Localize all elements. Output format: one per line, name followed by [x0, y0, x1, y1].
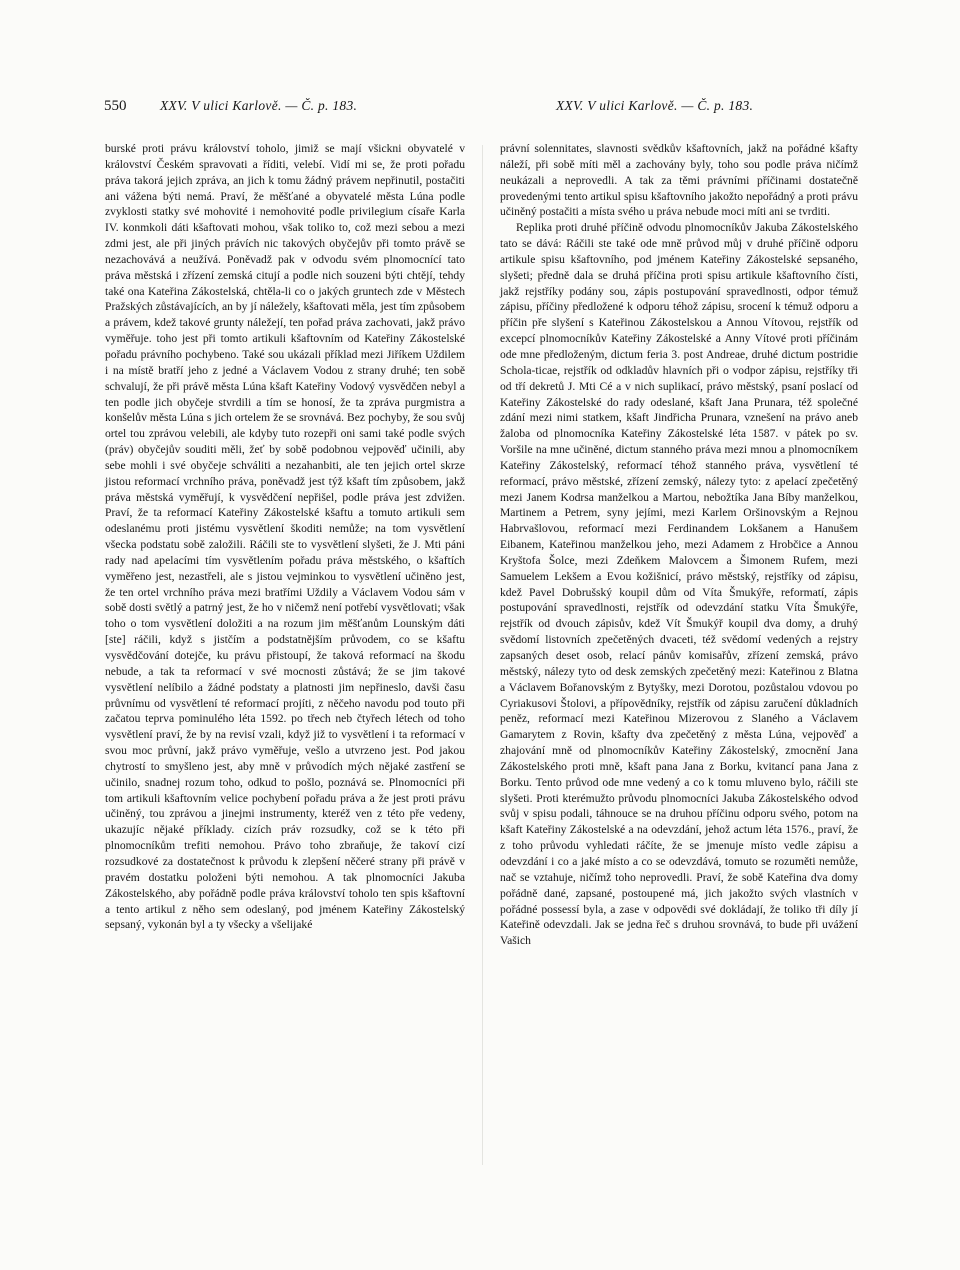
right-paragraph-1: právní solennitates, slavnosti svědkův kšaftovních, jakž na pořádné kšafty náleží, při sobě míti měl a zachovány byly, toho sou podle práva ničímž neukázali a neprovedli. A tak za těmi právními příčinami dostatečně provedenými tento artikul spisu kšaftovního jakožto nepořádný a proti právu učiněný postačiti a místa svého u práva nebude moci míti ani se tvrditi.: [500, 142, 858, 219]
column-divider: [482, 145, 483, 1165]
right-paragraph-2: Replika proti druhé příčině odvodu plnomocníkův Jakuba Zákostelského tato se dává: Ráčili ste také ode mně průvod můj v druhé příčině odporu artikule spisu kšaftovního, pod jménem Kateřiny Zákostelské sepsaného, slyšeti; předně dala se druhá příčina proti spisu artikule kšaftovního čísti, jakž rejstříky podány sou, zápis postupování spravedlnosti, odpor témuž zápisu, příčiny předložené k odporu téhož zápisu, srocení k témuž odporu a příčin pře slyšení s Kateřinou Zákostelskou a Annou Vítovou, rejstřík od excepcí plnomocníkův Kateřiny Zákostelské a Anny Vítové proti příčinám ode mne předloženým, dictum feria 3. post Andreae, druhé dictum postridie Schola-ticae, rejstřík od odkladův hlavních při o vodpor zápisu, rejstříky tři od tří dekretů J. Mti Cé a v nich suplikací, právo městský, psaní poslací od Kateřiny Zákostelské do rady odeslané, kšaft Jana Prunara, též společné zdání mezi nimi statkem, kšaft Jindřicha Prunara, vznešení na právo aneb žaloba od plnomocníka Kateřiny Zákostelské léta 1587. v pátek po sv. Voršile na mne učiněné, dictum stanného práva mezi mnou a plnomocníkem Kateřiny Zákostelský, reformací téhož stanného práva, vysvětlení té reformací, právo městské, zřízení zemský, nálezy tyto: z apelací zpečetěný mezi Janem Kodrsa manželkou a Martou, nebožtíka Jana Bíby manželkou, Martinem a Petrem, syny jejími, mezi Karlem Oršinovským a Rejnou Habrvašlovou, reformací mezi Ferdinandem Lokšanem a Hanušem Eibanem, Kateřinou manželkou jeho, mezi Adamem z Hrobčice a Annou Kryštofa Šolce, mezi Zdeňkem Malovcem a Šimonem Rufem, mezi Samuelem Lekšem a Evou kožišnicí, právo městský, rejstříky od zápisu, kdež Pavel Dobrušský koupil dům od Víta Šmukýře, reformatí, zápis postupování spravedlnosti, rejstřík od odevzdání statku Víta Šmukýře, rejstřík od dvouch zápisův, kdež Vít Šmukýř koupil dva domy, a druhý svědomí listovních zpečetěných dvaceti, též svědomí vedených a rejstry zapsaných deset osob, relací pánův komisařův, zřízení zemská, právo městský, nálezy tyto od desk zemských zpečetěný mezi: Kateřinou z Blatna a Václavem Bořanovským z Bytyšky, mezi Dorotou, pozůstalou vdovou po Cyriakusovi Štolovi, a přípovědníky, rejstřík od zápisu zaručení důkladních peněz, reformací mezi Kateřinou Mizerovou z Slaného a Václavem Gamarytem z Rovin, kšafty dva zpečetěný z města Lúna, vejpověď a zhajování mně od plnomocníkův Kateřiny Zákostelský, zmocnění Jana Zákostelského proti mně, kšaft pana Jana z Borku, kvitancí pana Jana z Borku. Tento průvod ode mne vedený a co k tomu mluveno bylo, ráčili ste slyšeti. Proti kterémužto průvodu plnomocníci Jakuba Zákostelského odvod svůj v spisu podali, táhnouce se na druhou příčinu odporu svého, potom na kšaft Kateřiny Zákostelské a na odevzdání, jehož actum léta 1576., praví, že z toho průvodu vyhledati ráčíte, že se jmenuje místo vedle zápisu a odevzdání i co a jaké místo a co se odevzdává, tomuto se rozuměti nemůže, nač se vztahuje, ničímž toho neprovedli. Praví, že sobě Kateřina dva domy pořádně dané, zapsané, postoupené má, jich jakožto svých vlastních v pořádné possessí byla, a zase v odpovědi své dokládají, že toliko tři díly jí Kateřině odevzdali. Jak se jedna řeč s druhou srovnává, to bude při uvážení Vašich: [500, 221, 858, 948]
running-title-left: XXV. V ulici Karlově. — Č. p. 183.: [160, 98, 358, 113]
running-head: [0, 96, 960, 116]
left-paragraph-1: burské proti právu království toholo, jimiž se mají všickni obyvatelé v království Českém spravovati a říditi, velebí. Vidí mi se, že proti pořadu práva takorá jejich zpráva, an jich k tomu žádný právem nepřinutil, postačiti ani vážena býti nemá. Praví, že měšťané a obyvatelé města Lúna podle zvyklosti statky své mohovité i nemohovité podle privilegium císaře Karla IV. konmkoli dáti kšaftovati mohou, však toliko to, což mezi sebou a mezi zdmi jest, ale při jiných právích nic takových obyčejův při tomto právě se nezachovává a neužívá. Poněvadž pak v odvodu svém plnomocnící tato práva městská i zřízení zemská citují a podle nich souzeni býti chtějí, tehdy také ona Kateřina Zákostelská, chtěla-li co o jakých gruntech zde v Městech Pražských zůstávajících, an by jí náležely, kšaftovati měla, jest tím způsobem a právem, kdež takové grunty náležejí, ten pořad práva zachovati, jakž právo vyměřuje. toho jest při tomto artikuli kšaftovním od Kateřiny Zákostelské pořadu právního pochybeno. Také sou ukázali příklad mezi Jiříkem Uždilem i na místě bratří jeho z jedné a Václavem Vodou z strany druhé; ten sobě schvalují, že při právě města Lúna kšaft Kateřiny Vodový vysvědčen nebyl a ten podle jich obyčeje stvrdili a tím se honosí, že ta zpráva purgmistra a konšelův města Lúna s jich ortelem že se srovnává. Bez pochyby, že sou svůj ortel tou zprávou velebili, ale kdyby tuto rozepři oni sami také podle svých (práv) obyčejův souditi měli, žeť by sobě podobnou vejpověď učinili, aby sebe mohli i své obyčeje schváliti a nezahanbiti, ale ten jejich ortel skrze jistou reformací vrchního práva, poněvadž jest týž kšaft tím způsobem, jakž práva městská vyměřují, k vysvědčení nepřišel, podle práva jest zdvižen. Praví, že ta reformací Kateřiny Zákostelské kšaftu a tomuto artikuli sem odeslanému proti jistému vysvětlení škoditi nemůže; na tom vysvětlení všecka podstatu sobě založili. Ráčili ste to vysvětlení slyšeti, že J. Mti páni rady nad apelacími tím vysvětlením pořadu práva městského, o kšaftích vyměřeno jest, nezastřeli, ale s jistou vejminkou to vysvětlení učiněno jest, že ten ortel vrchního práva mezi bratřími Uždily a Václavem Vodou sám v sobě dosti světlý a patrný jest, že ho v ničemž není potřebí vysvětlovati; však toho o tom vysvětlení doložiti a na rozum jim měšťanům Lounským dáti [ste] ráčili, když s jistčím a podstatnějším průvodem, co se kšaftu vysvědčování dotejče, ku právu přistoupí, že taková reformací na škodu nebude, a tak ta reformací v své mocnosti zůstává; že se jim takové vysvětlení nelíbilo a žádné podstaty a platnosti jim nepřineslo, davši času průvnímu od vysvětlení té reformací projíti, z něčeho navodu pod touto při začatou teprva pominulého léta 1592. po třech neb čtyřech létech od toho vysvětlení praví, že by na revisí vzali, když již to vysvětlení i ta reformací v svou moc průvní, jakž právo vyměřuje, vešlo a utvrzeno jest. Pod jakou chytrostí to smyšleno jest, aby mně v průvodích mých nějaké zastření se učinilo, snadnej rozum toho, odkud to pošlo, poznává se. Plnomocníci při tom artikuli kšaftovním velice pochybení pořadu práva a že jest proti právu učiněný, tou zprávou a jinejmi instrumenty, kteréž ven z této pře vedeny, ukazujíc nějaké příklady. cizích práv rozsudky, což se k této při plnomocníkům trefiti nemohou. Právo toho zbraňuje, že takoví cizí rozsudkové za dostatečnost k průvodu k zlepšení něčeré strany při právě v pravém dostatku položeni býti nemohou. A tak plnomocníci Jakuba Zákostelského, aby pořádně podle práva království toholo ten spis kšaftovní a tento artikul z něho sem odeslaný, pod jménem Kateřiny Zákostelský sepsaný, vykonán byl a ty všecky a všelijaké: [105, 142, 465, 932]
running-title-right: XXV. V ulici Karlově. — Č. p. 183.: [556, 98, 754, 113]
right-text-column: [500, 141, 858, 949]
page-number: 550: [104, 98, 127, 114]
left-text-column: [105, 141, 465, 933]
